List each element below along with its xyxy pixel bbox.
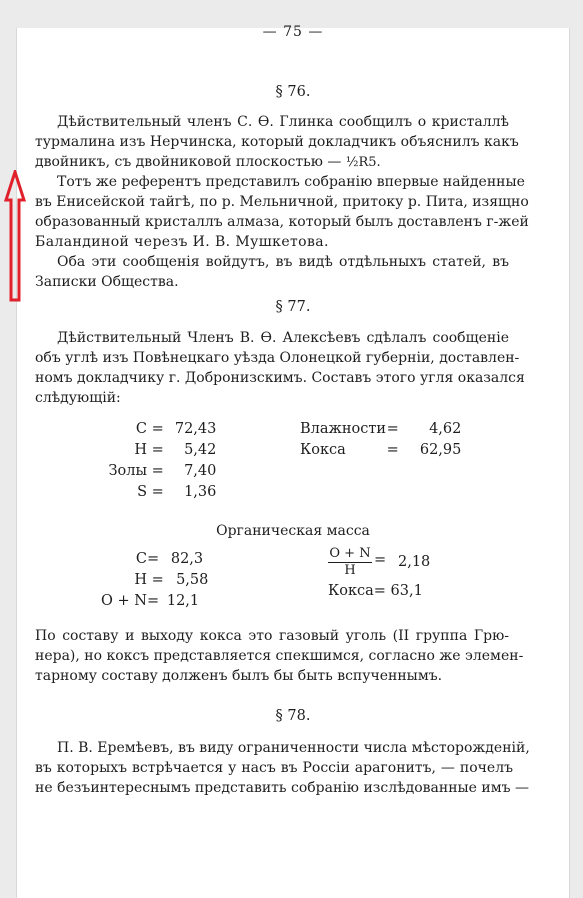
composition-value: 62,95 [419,442,462,458]
paragraph-line: слѣдующій: [35,390,121,406]
composition-label: S [137,484,147,500]
composition-row: C = 72,43 [87,421,227,437]
paragraph-line: Баландиной черезъ И. В. Мушкетова. [35,234,329,250]
organic-value: 12,1 [166,593,200,609]
paragraph-line: Записки Общества. [35,274,179,290]
up-arrow-icon [4,170,26,302]
paragraph-line: турмалина изъ Нерчинска, который докладчикъ объяснилъ какъ [35,134,519,150]
ratio-equals: = [374,552,387,568]
paragraph-line: По составу и выходу кокса это газовый уголь (II группа Грю- [35,628,509,644]
ratio-denominator: H [344,563,356,578]
ratio-numerator: O + N [329,546,371,561]
paragraph-line: образованный кристаллъ алмаза, который былъ доставленъ г-жей [35,214,529,230]
composition-label: Золы [108,463,147,479]
paragraph-line: Дѣйствительный членъ С. Ѳ. Глинка сообщилъ о кристаллѣ [57,114,509,130]
page-header: — 75 — [262,24,324,40]
composition-row: H = 5,42 [87,442,227,458]
paragraph-line: тарному составу долженъ былъ бы быть вспученнымъ. [35,668,443,684]
composition-row: Золы = 7,40 [87,463,227,479]
paragraph-text: двойникъ, съ двойниковой плоскостью — [35,154,342,170]
composition-label: C [135,421,147,437]
organic-label: Кокса [328,583,374,599]
organic-mass-title: Органическая масса [216,523,370,539]
composition-row: S = 1,36 [87,484,227,500]
section-76-title: § 76. [275,84,311,100]
organic-label: O + N [101,593,147,609]
ratio-value: 2,18 [398,554,431,570]
composition-value: 1,36 [184,484,217,500]
organic-value: 63,1 [390,583,423,599]
organic-label: H [134,572,147,588]
paragraph-line [35,154,381,170]
paragraph-line: номъ докладчику г. Добронизскимъ. Составъ этого угля оказался [35,370,525,386]
organic-value: 82,3 [170,551,204,567]
composition-label: H [134,442,147,458]
organic-label: C [135,551,147,567]
organic-row: H = 5,58 [97,572,227,588]
paragraph-line: нера), но коксъ представляется спекшимся, согласно же элемен- [35,648,524,664]
paragraph-line: Тотъ же референтъ представилъ собранію впервые найденные [57,174,525,190]
composition-value: 4,62 [429,421,462,437]
organic-ratio [328,546,468,582]
section-77-title: § 77. [275,299,311,315]
composition-label: Кокса [300,442,346,458]
paragraph-line: въ Енисейской тайгѣ, по р. Мельничной, притоку р. Пита, изящно [35,194,529,210]
crystal-formula: ½R5. [345,155,381,170]
composition-label: Влажности [300,421,387,437]
composition-row: Кокса = 62,95 [300,442,462,458]
paragraph-line: въ которыхъ встрѣчается у насъ въ Россіи арагонитъ, — почелъ [35,760,513,776]
composition-row: Влажности = 4,62 [300,421,462,437]
section-78-title: § 78. [275,708,311,724]
paragraph-line: объ углѣ изъ Повѣнецкаго уѣзда Олонецкой губерніи, доставлен- [35,350,520,366]
composition-value: 5,42 [184,442,217,458]
organic-row: C= 82,3 [97,551,227,567]
document-page [16,24,570,898]
paragraph-line: Дѣйствительный Членъ В. Ѳ. Алексѣевъ сдѣлалъ сообщеніе [57,330,509,346]
composition-value: 72,43 [174,421,217,437]
composition-value: 7,40 [184,463,217,479]
organic-value: 5,58 [176,572,209,588]
organic-coke-row: Кокса= 63,1 [328,583,423,599]
ratio-fraction [328,546,372,578]
paragraph-line: П. В. Еремѣевъ, въ виду ограниченности числа мѣсторожденій, [57,740,530,756]
organic-row: O + N= 12,1 [97,593,227,609]
paragraph-line: не безъинтереснымъ представить собранію изслѣдованные имъ — [35,780,529,796]
paragraph-line: Оба эти сообщенія войдутъ, въ видѣ отдѣльныхъ статей, въ [57,254,509,270]
